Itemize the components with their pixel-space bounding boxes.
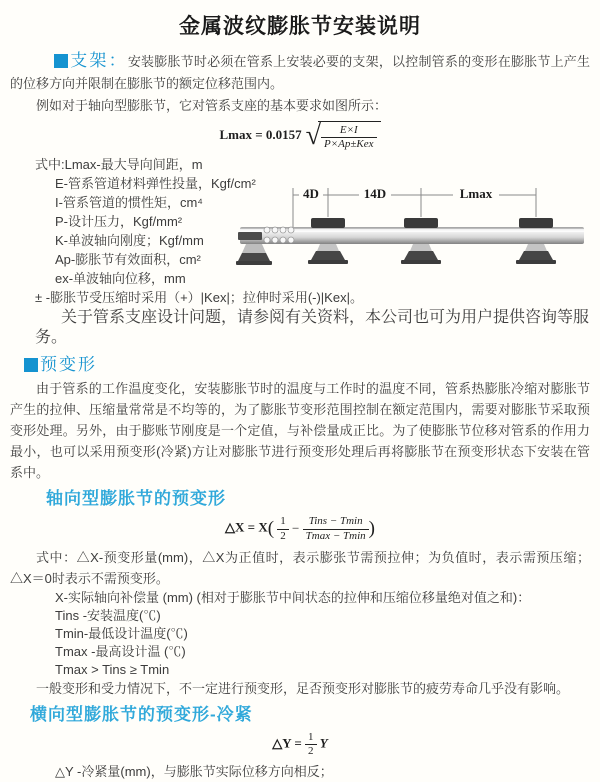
lateral-formula — [10, 731, 590, 758]
axial-explain-paragraph: 式中：△X-预变形量(mm)，△X为正值时，表示膨张节需预拉伸；为负值时，表示需预压缩；△X＝0时表示不需预变形。 — [10, 549, 590, 586]
lateral-note: △Y -冷紧量(mm)，与膨胀节实际位移方向相反； — [55, 764, 333, 780]
half-fraction — [305, 731, 317, 758]
half-numerator: 1 — [277, 515, 289, 529]
axial-note: 一般变形和受力情况下，不一定进行预变形，足否预变形对膨胀节的疲劳寿命几乎没有影响。 — [36, 680, 570, 696]
half-numerator: 1 — [305, 731, 317, 745]
section-marker-icon — [54, 54, 68, 68]
axial-subheading: 轴向型膨胀节的预变形 — [46, 489, 226, 509]
list-item: X-实际轴向补偿量 (mm) (相对于膨胀节中间状态的拉伸和压缩位移量绝对值之和)： — [55, 589, 531, 605]
formula-where-line: 式中:Lmax-最大导向间距，m — [35, 157, 203, 173]
temp-numerator: Tins − Tmin — [303, 515, 369, 529]
lateral-subheading: 横向型膨胀节的预变形-冷紧 — [30, 704, 253, 724]
half-denominator: 2 — [280, 529, 286, 542]
half-denominator: 2 — [308, 744, 314, 757]
lmax-fraction-numerator: E×I — [321, 124, 377, 138]
list-item: Tmax -最高设计温 (℃) — [55, 643, 186, 659]
definition-item: I-管系管道的惯性矩，cm⁴ — [55, 195, 203, 211]
axial-definition-list — [55, 589, 590, 679]
predeform-body-paragraph: 由于管系的工作温度变化，安装膨胀节时的温度与工作时的温度不同，管系热膨胀冷缩对膨胀节产生的拉伸、压缩量常常是不均等的，为了膨胀节变形范围控制在额定范围内，需要对膨胀节采取预变形处理。另外，由于膨账节刚度是一个定值，与补偿量成正比。为了使膨胀节位移对管系的作用力最小，也可以采用预变形(冷紧)方让对膨胀节进行预变形处理后再将膨胀节在预变形状态下安装在管系中。 — [10, 381, 590, 481]
dimension-label-14d: 14D — [363, 186, 387, 202]
definition-item: P-设计压力，Kgf/mm² — [55, 214, 183, 230]
open-paren: ( — [267, 518, 275, 540]
list-item: Tmax > Tins ≥ Tmin — [55, 661, 170, 677]
lateral-formula-rhs: Y — [319, 735, 328, 751]
lmax-fraction — [321, 124, 377, 151]
dimension-label-4d: 4D — [303, 186, 319, 202]
service-note: 关于管系支座设计问题，请参阅有关资料，本公司也可为用户提供咨询等服务。 — [35, 309, 590, 347]
predeform-section-heading — [24, 354, 590, 376]
minus-operator: − — [292, 521, 300, 537]
sqrt-radicand — [318, 121, 381, 151]
support-intro-paragraph — [10, 50, 590, 95]
temperature-fraction — [303, 515, 369, 542]
definition-item: Ap-膨胀节有效面积，cm² — [55, 252, 201, 268]
lmax-formula-lhs: Lmax = 0.0157 — [219, 127, 302, 143]
half-fraction — [277, 515, 289, 542]
definition-item: ex-单波轴向位移，mm — [55, 271, 186, 287]
axial-formula — [10, 515, 590, 542]
list-item: Tmin-最低设计温度(℃) — [55, 625, 188, 641]
support-section-heading — [54, 51, 128, 70]
support-heading-label: 支架： — [70, 51, 128, 70]
sqrt-sign: √ — [305, 120, 322, 152]
page-title: 金属波纹膨胀节安装说明 — [179, 15, 421, 38]
definition-item: E-管系管道材料弹性投量，Kgf/cm² — [55, 176, 256, 192]
lateral-formula-lhs: △Y = — [272, 735, 302, 751]
support-example-line: 例如对于轴向型膨胀节，它对管系支座的基本要求如图所示： — [36, 98, 388, 113]
temp-denominator: Tmax − Tmin — [305, 529, 366, 542]
support-intro-text: 安装膨胀节时必须在管系上安装必要的支架，以控制管系的变形在膨胀节上产生的位移方向并限制在膨胀节的额定位移范围内。 — [10, 54, 590, 91]
close-paren: ) — [368, 518, 375, 540]
pipe-support-diagram — [236, 183, 588, 279]
predeform-heading-label: 预变形 — [40, 355, 97, 375]
definitions-and-diagram — [10, 155, 590, 288]
section-marker-icon — [24, 358, 38, 372]
axial-formula-lhs: △X = X — [225, 520, 268, 536]
list-item: Tins -安装温度(℃) — [55, 607, 161, 623]
lmax-fraction-denominator: P×Ap±Kex — [324, 138, 374, 151]
dimension-label-lmax: Lmax — [459, 186, 493, 202]
plus-minus-note: ± -膨胀节受压缩时采用（+）|Kex|；拉伸时采用(-)|Kex|。 — [35, 290, 363, 306]
lmax-formula — [10, 121, 590, 151]
definition-item: K-单波轴向刚度；Kgf/mm — [55, 233, 204, 249]
document-page — [0, 12, 600, 780]
